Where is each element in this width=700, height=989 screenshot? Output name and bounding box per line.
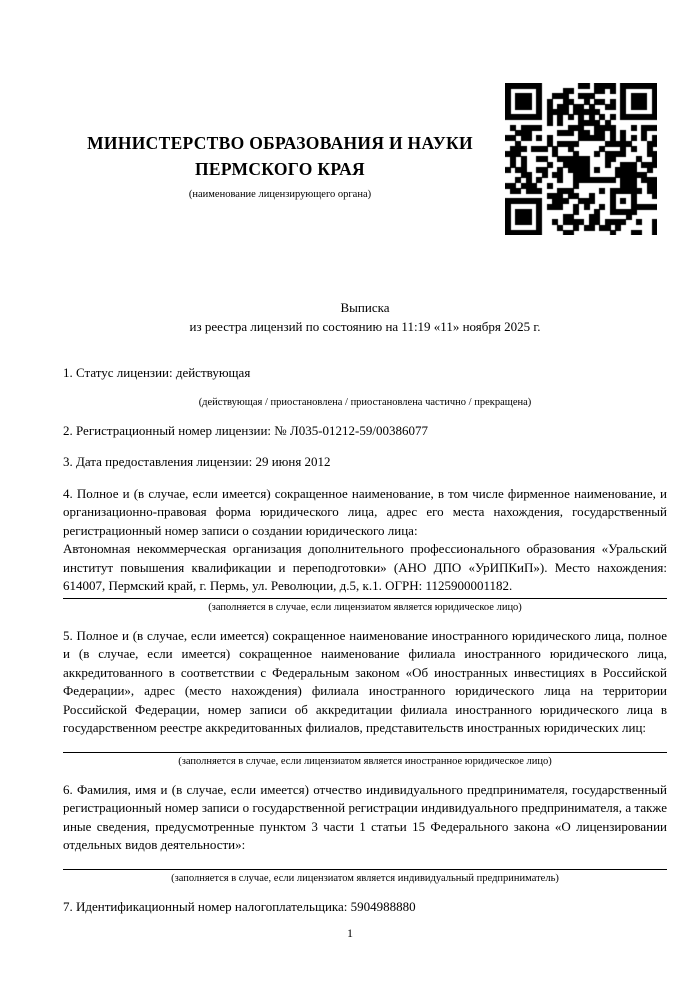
- legal-entity-heading: 4. Полное и (в случае, если имеется) сокращенное наименование, в том числе фирменное наименование, и организационно-правовая форма юридического лица, адрес его места нахождения, государственный регистрационный номер записи о создании юридического лица:: [63, 485, 667, 538]
- ministry-name-line2: ПЕРМСКОГО КРАЯ: [195, 159, 365, 179]
- foreign-entity-caption: (заполняется в случае, если лицензиатом является иностранное юридическое лицо): [178, 755, 552, 767]
- foreign-entity-value: [63, 738, 667, 750]
- legal-entity-caption: (заполняется в случае, если лицензиатом является юридическое лицо): [208, 601, 522, 613]
- page-number: 1: [347, 926, 353, 940]
- document-title-line2: из реестра лицензий по состоянию на 11:19 «11» ноября 2025 г.: [189, 318, 541, 334]
- license-status: 1. Статус лицензии: действующая: [63, 365, 251, 380]
- divider-line: [63, 598, 667, 599]
- document-body: [63, 364, 667, 929]
- divider-line: [63, 752, 667, 753]
- license-status-options-caption: (действующая / приостановлена / приостановлена частично / прекращена): [198, 396, 532, 408]
- taxpayer-id: 7. Идентификационный номер налогоплательщика: 5904988880: [63, 898, 416, 914]
- divider-line: [63, 869, 667, 870]
- ministry-name-line1: МИНИСТЕРСТВО ОБРАЗОВАНИЯ И НАУКИ: [87, 133, 473, 153]
- document-title: [63, 299, 667, 336]
- legal-entity-value: Автономная некоммерческая организация дополнительного профессионального образования «Уральский институт повышения квалификации и переподготовки» (АНО ДПО «УрИПКиП»). Место нахождения: 614007, Пермский край, г. Пермь, ул. Революции, д.5, к.1. ОГРН: 1125900001182.: [63, 541, 667, 593]
- document-title-line1: Выписка: [340, 300, 390, 315]
- individual-entrepreneur-heading: 6. Фамилия, имя и (в случае, если имеется) отчество индивидуального предпринимателя, государственный регистрационный номер записи о государственной регистрации индивидуального предпринимателя, а также иные сведения, предусмотренные пунктом 3 части 1 статьи 15 Федерального закона «О лицензировании отдельных видов деятельности»:: [63, 781, 667, 852]
- individual-entrepreneur-value: [63, 855, 667, 867]
- registration-number: 2. Регистрационный номер лицензии: № Л035-01212-59/00386077: [63, 422, 429, 438]
- individual-entrepreneur-caption: (заполняется в случае, если лицензиатом является индивидуальный предприниматель): [171, 872, 559, 884]
- ministry-caption: (наименование лицензирующего органа): [188, 189, 372, 200]
- qr-code: [505, 83, 657, 235]
- foreign-entity-heading: 5. Полное и (в случае, если имеется) сокращенное наименование иностранного юридического лица, полное и (в случае, если имеется) сокращенное наименование филиала иностранного юридического лица, аккредитованного в соответствии с Федеральным законом «Об иностранных инвестициях в Российской Федерации», адрес (место нахождения) филиала иностранного юридического лица на территории Российской Федерации, номер записи об аккредитации филиала иностранного юридического лица в государственном реестре аккредитованных филиалов, представительств иностранных юридических лиц:: [63, 627, 667, 735]
- licensing-authority-header: [63, 130, 497, 201]
- license-grant-date: 3. Дата предоставления лицензии: 29 июня 2012: [63, 454, 331, 469]
